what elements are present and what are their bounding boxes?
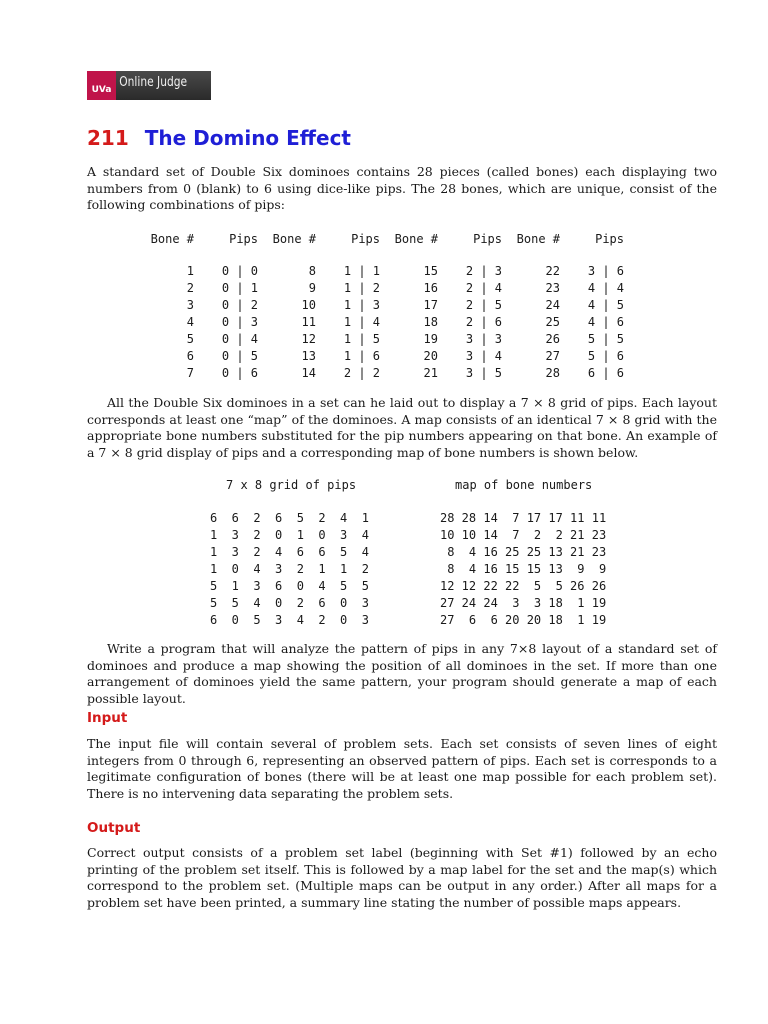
bone-pips-cell: 2 | 6	[465, 315, 502, 329]
bone-pips-cell: 0 | 2	[221, 298, 258, 312]
pips-grid-row: 5 1 3 6 0 4 5 5	[210, 579, 369, 593]
bone-pips-cell: 1 | 6	[343, 349, 380, 363]
bone-number-cell: 25	[545, 315, 560, 329]
intro-paragraph: A standard set of Double Six dominoes contains 28 pieces (called bones) each displaying two numbers from 0 (blank) to 6 using dice-like pips. The 28 bones, which are unique, consist of the following combinations of pips:	[87, 164, 717, 212]
bone-number-cell: 3	[186, 298, 194, 312]
map-grid	[440, 510, 606, 629]
output-paragraph: Correct output consists of a problem set label (beginning with Set #1) followed by an echo printing of the problem set itself. This is followed by a map label for the set and the map(s) which correspond to the problem set. (Multiple maps can be output in any order.) After all maps for a problem set have been printed, a summary line stating the number of possible maps appears.	[87, 845, 717, 910]
bone-number-cell: 9	[308, 281, 316, 295]
bone-pips-cell: 0 | 5	[221, 349, 258, 363]
bone-pips-cell: 2 | 2	[343, 366, 380, 380]
pips-grid-row: 6 0 5 3 4 2 0 3	[210, 613, 369, 627]
bone-number-cell: 26	[545, 332, 560, 346]
bone-number-cell: 20	[423, 349, 438, 363]
bone-pips-cell: 2 | 5	[465, 298, 502, 312]
problem-number: 211	[87, 126, 129, 150]
bone-pips-cell: 5 | 6	[587, 349, 624, 363]
bone-pips-cell: 4 | 5	[587, 298, 624, 312]
pips-grid-row: 6 6 2 6 5 2 4 1	[210, 511, 369, 525]
bones-row	[150, 297, 640, 314]
bone-pips-cell: 4 | 4	[587, 281, 624, 295]
map-grid-row: 27 6 6 20 20 18 1 19	[440, 613, 607, 627]
uva-online-judge-logo	[87, 71, 211, 100]
bones-header-cell: Bone #	[272, 232, 316, 246]
bones-header-cell: Pips	[229, 232, 258, 246]
bone-number-cell: 4	[186, 315, 194, 329]
bone-pips-cell: 1 | 3	[343, 298, 380, 312]
bones-header-cell: Bone #	[394, 232, 438, 246]
bone-number-cell: 19	[423, 332, 438, 346]
bone-number-cell: 18	[423, 315, 438, 329]
logo-badge: UVa	[87, 71, 116, 100]
problem-title	[87, 126, 351, 150]
bone-number-cell: 24	[545, 298, 560, 312]
bone-number-cell: 7	[186, 366, 194, 380]
bone-number-cell: 6	[186, 349, 194, 363]
output-heading: Output	[87, 820, 141, 836]
bone-number-cell: 10	[301, 298, 316, 312]
bone-pips-cell: 6 | 6	[587, 366, 624, 380]
bone-pips-cell: 1 | 2	[343, 281, 380, 295]
map-grid-title: map of bone numbers	[455, 478, 593, 492]
bone-number-cell: 21	[423, 366, 438, 380]
problem-name: The Domino Effect	[144, 126, 351, 150]
bone-number-cell: 28	[545, 366, 560, 380]
bone-pips-cell: 0 | 1	[221, 281, 258, 295]
bone-number-cell: 12	[301, 332, 316, 346]
bones-header-cell: Pips	[595, 232, 624, 246]
bone-pips-cell: 3 | 4	[465, 349, 502, 363]
bone-number-cell: 22	[545, 264, 560, 278]
map-grid-row: 8 4 16 25 25 13 21 23	[440, 545, 607, 559]
map-grid-row: 28 28 14 7 17 17 11 11	[440, 511, 607, 525]
input-heading: Input	[87, 710, 128, 726]
bone-pips-cell: 1 | 5	[343, 332, 380, 346]
bone-pips-cell: 1 | 1	[343, 264, 380, 278]
bone-number-cell: 17	[423, 298, 438, 312]
bone-pips-cell: 4 | 6	[587, 315, 624, 329]
layout-paragraph: All the Double Six dominoes in a set can he laid out to display a 7 × 8 grid of pips. Each layout corresponds at least one “map” of the dominoes. A map consists of an identical 7 × 8 grid with the appropriate bone numbers substituted for the pip numbers appearing on that bone. An example of a 7 × 8 grid display of pips and a corresponding map of bone numbers is shown below.	[87, 395, 717, 460]
bone-pips-cell: 5 | 5	[587, 332, 624, 346]
bone-number-cell: 27	[545, 349, 560, 363]
map-grid-row: 27 24 24 3 3 18 1 19	[440, 596, 607, 610]
bones-header-cell: Pips	[473, 232, 502, 246]
bone-number-cell: 2	[186, 281, 194, 295]
bones-row	[150, 263, 640, 280]
bone-pips-cell: 3 | 3	[465, 332, 502, 346]
bones-row	[150, 331, 640, 348]
bones-table	[150, 231, 640, 382]
bone-pips-cell: 3 | 6	[587, 264, 624, 278]
bone-pips-cell: 1 | 4	[343, 315, 380, 329]
bone-pips-cell: 2 | 4	[465, 281, 502, 295]
bone-pips-cell: 0 | 0	[221, 264, 258, 278]
bone-number-cell: 14	[301, 366, 316, 380]
bones-header-cell: Bone #	[150, 232, 194, 246]
bones-row	[150, 365, 640, 382]
bones-header-row	[150, 231, 640, 248]
bones-header-cell: Pips	[351, 232, 380, 246]
bone-number-cell: 16	[423, 281, 438, 295]
logo-text: Online Judge	[119, 75, 188, 90]
bone-number-cell: 13	[301, 349, 316, 363]
map-grid-row: 12 12 22 22 5 5 26 26	[440, 579, 607, 593]
bone-pips-cell: 0 | 6	[221, 366, 258, 380]
bone-number-cell: 1	[186, 264, 194, 278]
bone-number-cell: 11	[301, 315, 316, 329]
pips-grid-row: 1 3 2 4 6 6 5 4	[210, 545, 369, 559]
bones-row	[150, 280, 640, 297]
bone-number-cell: 23	[545, 281, 560, 295]
bone-pips-cell: 0 | 4	[221, 332, 258, 346]
map-grid-row: 10 10 14 7 2 2 21 23	[440, 528, 607, 542]
pips-grid-row: 1 0 4 3 2 1 1 2	[210, 562, 369, 576]
input-paragraph: The input file will contain several of problem sets. Each set consists of seven lines of eight integers from 0 through 6, representing an observed pattern of pips. Each set is corresponds to a legitimate configuration of bones (there will be at least one map possible for each problem set). There is no intervening data separating the problem sets.	[87, 736, 717, 801]
pips-grid-row: 1 3 2 0 1 0 3 4	[210, 528, 369, 542]
map-grid-row: 8 4 16 15 15 13 9 9	[440, 562, 607, 576]
bone-pips-cell: 0 | 3	[221, 315, 258, 329]
bone-pips-cell: 3 | 5	[465, 366, 502, 380]
bone-number-cell: 8	[308, 264, 316, 278]
bones-row	[150, 314, 640, 331]
bone-pips-cell: 2 | 3	[465, 264, 502, 278]
bones-row	[150, 348, 640, 365]
bone-number-cell: 15	[423, 264, 438, 278]
bones-header-cell: Bone #	[516, 232, 560, 246]
pips-grid-title: 7 x 8 grid of pips	[226, 478, 357, 492]
bone-number-cell: 5	[186, 332, 194, 346]
pips-grid-row: 5 5 4 0 2 6 0 3	[210, 596, 369, 610]
pips-grid	[210, 510, 369, 629]
task-paragraph: Write a program that will analyze the pattern of pips in any 7×8 layout of a standard set of dominoes and produce a map showing the position of all dominoes in the set. If more than one arrangement of dominoes yield the same pattern, your program should generate a map of each possible layout.	[87, 641, 717, 706]
